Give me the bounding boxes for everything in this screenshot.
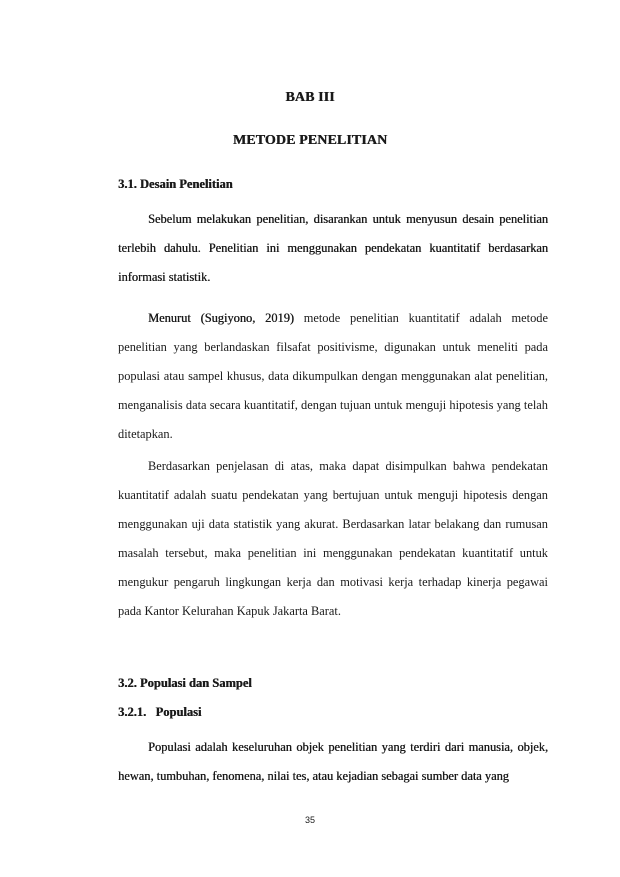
paragraph-text: Populasi adalah keseluruhan objek penelitian yang terdiri dari manusia, objek, hewan, tumbuhan, fenomena, nilai tes, atau kejadian sebagai sumber data yang bbox=[118, 740, 548, 784]
subsection-heading-3-2-1: 3.2.1. Populasi bbox=[118, 705, 202, 719]
citation-lead: Menurut (Sugiyono, 2019) bbox=[148, 311, 294, 325]
page-number: 35 bbox=[304, 815, 315, 825]
section-heading-3-1: 3.1. Desain Penelitian bbox=[118, 177, 233, 191]
chapter-label: BAB III bbox=[285, 90, 335, 105]
paragraph-text: metode penelitian kuantitatif adalah metode penelitian yang berlandaskan filsafat positivisme, digunakan untuk meneliti pada populasi atau sampel khusus, data dikumpulkan dengan menggunakan alat penelitian, menganalisis data secara kuantitatif, dengan tujuan untuk menguji hipotesis yang telah ditetapkan. bbox=[118, 311, 548, 442]
paragraph-3-1-1 bbox=[118, 205, 548, 292]
paragraph-text: Sebelum melakukan penelitian, disarankan untuk menyusun desain penelitian terlebih dahulu. Penelitian ini menggunakan pendekatan kuantitatif berdasarkan informasi statistik. bbox=[118, 212, 548, 285]
chapter-title: METODE PENELITIAN bbox=[232, 133, 388, 148]
paragraph-3-2-1 bbox=[118, 733, 548, 791]
paragraph-3-1-3 bbox=[118, 452, 548, 627]
paragraph-text: Berdasarkan penjelasan di atas, maka dapat disimpulkan bahwa pendekatan kuantitatif adalah suatu pendekatan yang bertujuan untuk menguji hipotesis dengan menggunakan uji data statistik yang akurat. Berdasarkan latar belakang dan rumusan masalah tersebut, maka penelitian ini menggunakan pendekatan kuantitatif untuk mengukur pengaruh lingkungan kerja dan motivasi kerja terhadap kinerja pegawai pada Kantor Kelurahan Kapuk Jakarta Barat. bbox=[118, 459, 548, 619]
section-heading-3-2: 3.2. Populasi dan Sampel bbox=[118, 676, 252, 690]
paragraph-3-1-2 bbox=[118, 304, 548, 449]
